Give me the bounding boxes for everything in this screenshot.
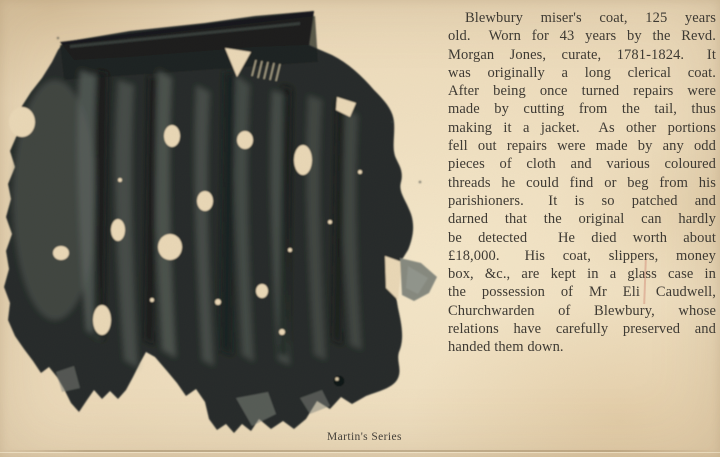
description-line: be detected He died worth about [448, 229, 716, 246]
description-line: handed them down. [448, 339, 564, 356]
bottom-crease [0, 450, 720, 452]
publisher-caption: Martin's Series [327, 431, 402, 443]
description-line: Blewbury miser's coat, 125 years [465, 10, 716, 26]
description-line: was originally a long clerical coat. [448, 64, 716, 81]
description-line: £18,000. His coat, slippers, money [448, 247, 716, 264]
description-line: the possession of Mr Eli Caudwell, [448, 284, 716, 301]
description-line: made by cutting from the tail, thus [448, 101, 716, 118]
description-line: making it a jacket. As other portions [448, 119, 716, 136]
description-line: old. Worn for 43 years by the Revd. [448, 28, 716, 45]
description-line: threads he could find or beg from his [448, 174, 716, 191]
description-line: After being once turned repairs were [448, 83, 716, 100]
description-line: relations have carefully preserved and [448, 321, 716, 338]
description-line: fell out repairs were made by any odd [448, 138, 716, 155]
description-text [448, 9, 716, 357]
description-line: Churchwarden of Blewbury, whose [448, 302, 716, 319]
description-line: pieces of cloth and various coloured [448, 156, 716, 173]
description-line: box, &c., are kept in a glass case in [448, 266, 716, 283]
description-line: parishioners. It is so patched and [448, 192, 716, 209]
description-line: Morgan Jones, curate, 1781-1824. It [448, 46, 716, 63]
description-line: darned that the original can hardly [448, 211, 716, 228]
